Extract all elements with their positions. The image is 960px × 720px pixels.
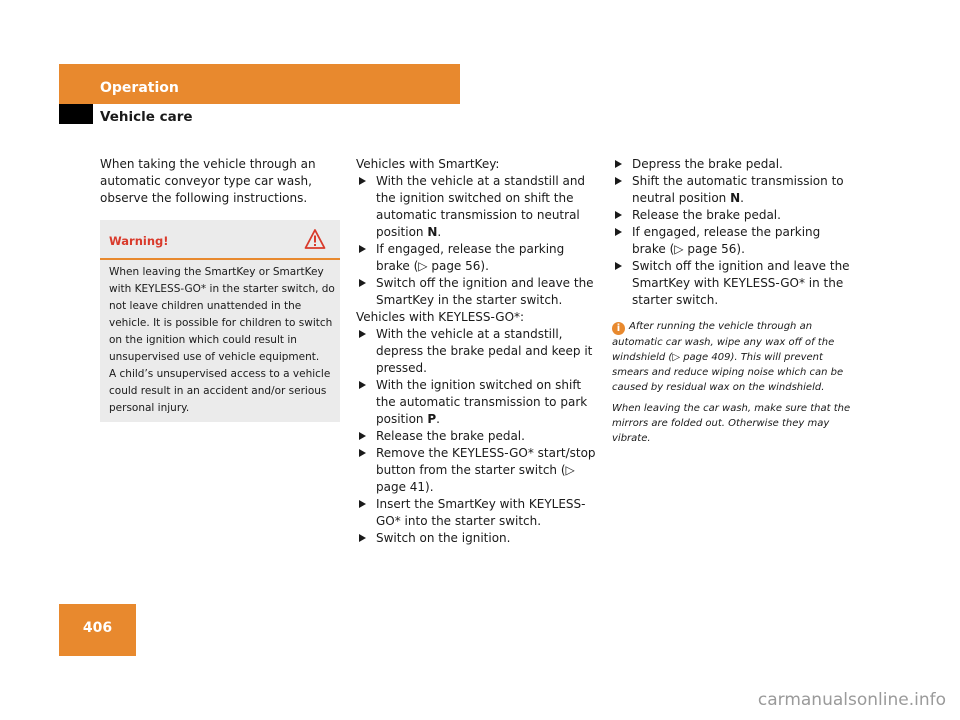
list-item: If engaged, release the parking brake (▷ page 56). <box>356 241 598 275</box>
gear-letter: N <box>427 225 438 239</box>
info-paragraph: i After running the vehicle through an automatic car wash, wipe any wax off of the windshield (▷ page 409). This will prevent smears and reduce wiping noise which can be caused by residual wax on the windshield. <box>612 321 844 393</box>
keyless-heading: Vehicles with KEYLESS-GO*: <box>356 310 525 324</box>
list-item: Switch off the ignition and leave the SmartKey with KEYLESS-GO* in the starter switch. <box>612 258 857 309</box>
section-title: Operation <box>100 80 179 96</box>
list-item: Shift the automatic transmission to neutral position N. <box>612 173 857 207</box>
list-item: If engaged, release the parking brake (▷ page 56). <box>612 224 857 258</box>
info-icon: i <box>612 322 625 335</box>
info-paragraph: When leaving the car wash, make sure that the mirrors are folded out. Otherwise they may vibrate. <box>612 403 851 444</box>
list-item: Release the brake pedal. <box>612 207 857 224</box>
warning-paragraph: When leaving the SmartKey or SmartKey with KEYLESS-GO* in the starter switch, do not leave children unattended in the vehicle. It is possible for children to switch on the ignition which could result in unsupervised use of vehicle equipment. <box>109 266 335 363</box>
column-left <box>100 156 342 207</box>
info-note <box>612 319 857 446</box>
list-item: With the vehicle at a standstill, depress the brake pedal and keep it pressed. <box>356 326 598 377</box>
list-item: Switch off the ignition and leave the SmartKey in the starter switch. <box>356 275 598 309</box>
smartkey-heading: Vehicles with SmartKey: <box>356 157 500 171</box>
list-item: Switch on the ignition. <box>356 530 598 547</box>
gear-letter: N <box>730 191 741 205</box>
list-item: With the ignition switched on shift the automatic transmission to park position P. <box>356 377 598 428</box>
list-item: With the vehicle at a standstill and the ignition switched on shift the automatic transmission to neutral position N. <box>356 173 598 241</box>
warning-divider <box>100 258 340 260</box>
list-item: Depress the brake pedal. <box>612 156 857 173</box>
warning-title: Warning! <box>109 234 169 248</box>
warning-paragraph: A child’s unsupervised access to a vehicle could result in an accident and/or serious personal injury. <box>109 368 331 414</box>
list-item: Release the brake pedal. <box>356 428 598 445</box>
column-right <box>612 156 857 452</box>
page-number: 406 <box>82 620 113 636</box>
list-item: Remove the KEYLESS-GO* start/stop button from the starter switch (▷ page 41). <box>356 445 598 496</box>
watermark: carmanualsonline.info <box>757 690 946 710</box>
header-tab-marker <box>59 104 93 124</box>
column-middle <box>356 156 598 547</box>
list-item: Insert the SmartKey with KEYLESS-GO* into the starter switch. <box>356 496 598 530</box>
warning-triangle-icon <box>304 228 326 250</box>
intro-text: When taking the vehicle through an automatic conveyor type car wash, observe the following instructions. <box>100 157 316 205</box>
gear-letter: P <box>427 412 437 426</box>
warning-box <box>100 220 340 422</box>
warning-body <box>109 264 335 417</box>
subsection-title: Vehicle care <box>100 109 193 125</box>
